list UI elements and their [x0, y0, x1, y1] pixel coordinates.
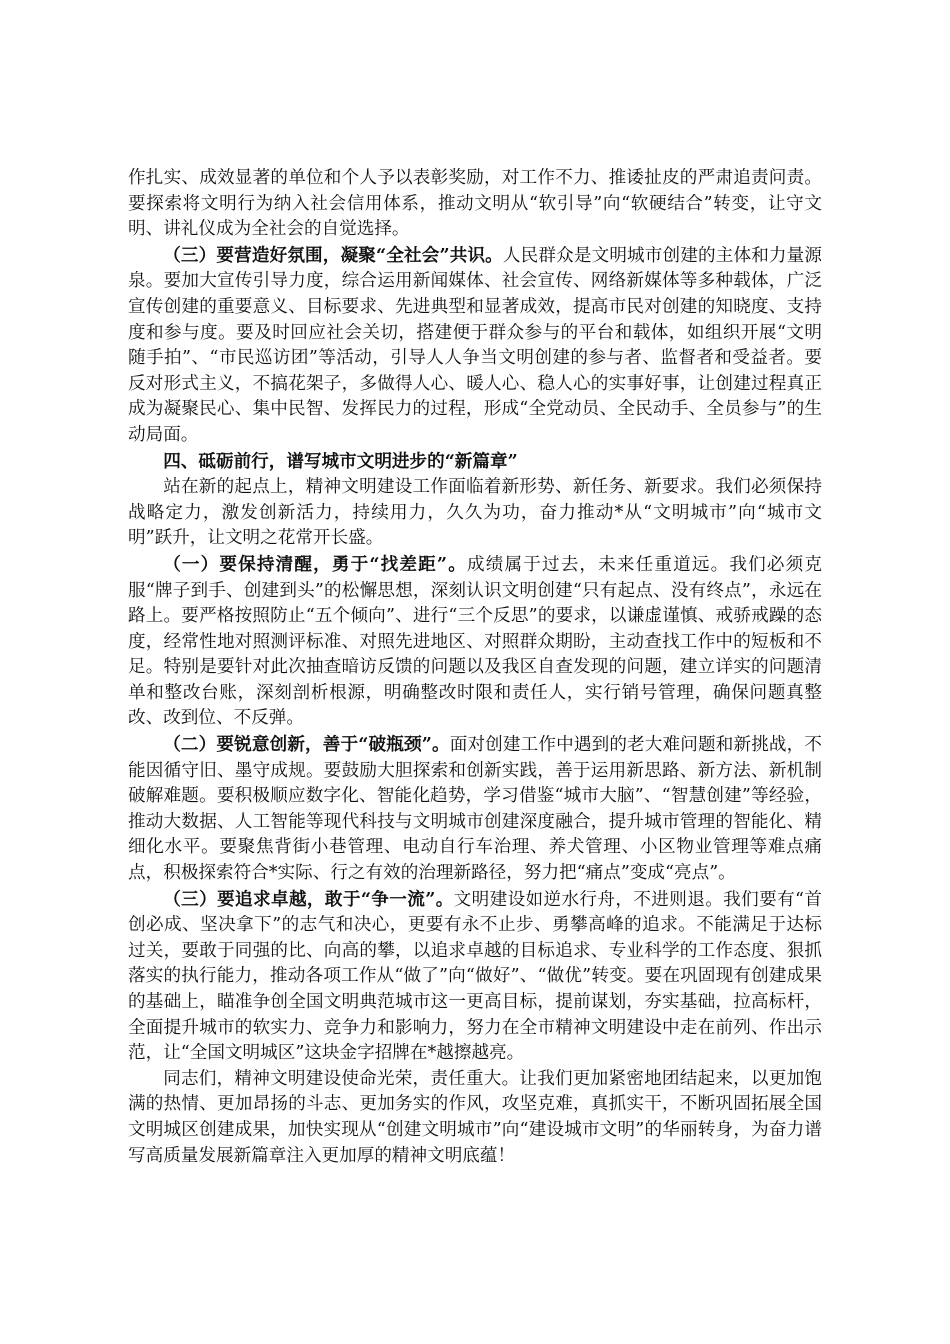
paragraph-lead: （三）要追求卓越，敢于“争一流”。	[163, 888, 454, 910]
paragraph-body: 文明建设如逆水行舟，不进则退。我们要有“首创必成、坚决拿下”的志气和决心，更要有永不止步、勇攀高峰的追求。不能满足于达标过关，要敢于同强的比、向高的攀，以追求卓越的目标追求、专业科学的工作态度、狠抓落实的执行能力，推动各项工作从“做了”向“做好”、“做优”转变。要在巩固现有创建成果的基础上，瞄准争创全国文明典范城市这一更高目标，提前谋划，夯实基础，拉高标杆，全面提升城市的软实力、竞争力和影响力，努力在全市精神文明建设中走在前列、作出示范，让“全国文明城区”这块金字招牌在*越擦越亮。	[128, 889, 822, 1064]
paragraph-body: 站在新的起点上，精神文明建设工作面临着新形势、新任务、新要求。我们必须保持战略定力，激发创新活力，持续用力，久久为功，奋力推动*从“文明城市”向“城市文明”跃升，让文明之花常开长盛。	[128, 477, 822, 549]
document-page	[128, 166, 822, 1169]
section-heading-four	[128, 449, 822, 476]
paragraph-lead: （三）要营造好氛围，凝聚“全社会”共识。	[163, 244, 503, 266]
paragraph-find-gaps	[128, 552, 822, 732]
paragraph-body: 面对创建工作中遇到的老大难问题和新挑战，不能因循守旧、墨守成规。要鼓励大胆探索和创新实践，善于运用新思路、新方法、新机制破解难题。要积极顺应数字化、智能化趋势，学习借鉴“城市大脑”、“智慧创建”等经验，推动大数据、人工智能等现代科技与文明城市创建深度融合，提升城市管理的智能化、精细化水平。要聚焦背街小巷管理、电动自行车治理、养犬管理、小区物业管理等难点痛点，积极探索符合*实际、行之有效的治理新路径，努力把“痛点”变成“亮点”。	[128, 735, 822, 884]
paragraph-body: 人民群众是文明城市创建的主体和力量源泉。要加大宣传引导力度，综合运用新闻媒体、社会宣传、网络新媒体等多种载体，广泛宣传创建的重要意义、目标要求、先进典型和显著成效，提高市民对创建的知晓度、支持度和参与度。要及时回应社会关切，搭建便于群众参与的平台和载体，如组织开展“文明随手拍”、“市民巡访团”等活动，引导人人争当文明创建的参与者、监督者和受益者。要反对形式主义，不搞花架子，多做得人心、暖人心、稳人心的实事好事，让创建过程真正成为凝聚民心、集中民智、发挥民力的过程，形成“全党动员、全民动手、全员参与”的生动局面。	[128, 245, 822, 445]
paragraph-lead: （一）要保持清醒，勇于“找差距”。	[163, 553, 467, 575]
paragraph-closing	[128, 1067, 822, 1169]
paragraph-excellence	[128, 887, 822, 1067]
paragraph-innovate	[128, 732, 822, 887]
paragraph-lead: （二）要锐意创新，善于“破瓶颈”。	[163, 734, 450, 756]
section-heading-text: 四、砥砺前行，谱写城市文明进步的“新篇章”	[163, 450, 518, 472]
paragraph-new-start	[128, 475, 822, 552]
paragraph-body: 同志们，精神文明建设使命光荣，责任重大。让我们更加紧密地团结起来，以更加饱满的热情、更加昂扬的斗志、更加务实的作风，攻坚克难，真抓实干，不断巩固拓展全国文明城区创建成果，加快实现从“创建文明城市”向“建设城市文明”的华丽转身，为奋力谱写高质量发展新篇章注入更加厚的精神文明底蕴！	[128, 1068, 822, 1166]
paragraph-commendation	[128, 166, 822, 243]
paragraph-atmosphere	[128, 243, 822, 449]
paragraph-body: 成绩属于过去，未来任重道远。我们必须克服“牌子到手、创建到头”的松懈思想，深刻认识文明创建“只有起点、没有终点”，永远在路上。要严格按照防止“五个倾向”、进行“三个反思”的要求，以谦虚谨慎、戒骄戒躁的态度，经常性地对照测评标准、对照先进地区、对照群众期盼，主动查找工作中的短板和不足。特别是要针对此次抽查暗访反馈的问题以及我区自查发现的问题，建立详实的问题清单和整改台账，深刻剖析根源，明确整改时限和责任人，实行销号管理，确保问题真整改、改到位、不反弹。	[128, 554, 822, 729]
paragraph-body: 作扎实、成效显著的单位和个人予以表彰奖励，对工作不力、推诿扯皮的严肃追责问责。要探索将文明行为纳入社会信用体系，推动文明从“软引导”向“软硬结合”转变，让守文明、讲礼仪成为全社会的自觉选择。	[128, 168, 822, 240]
